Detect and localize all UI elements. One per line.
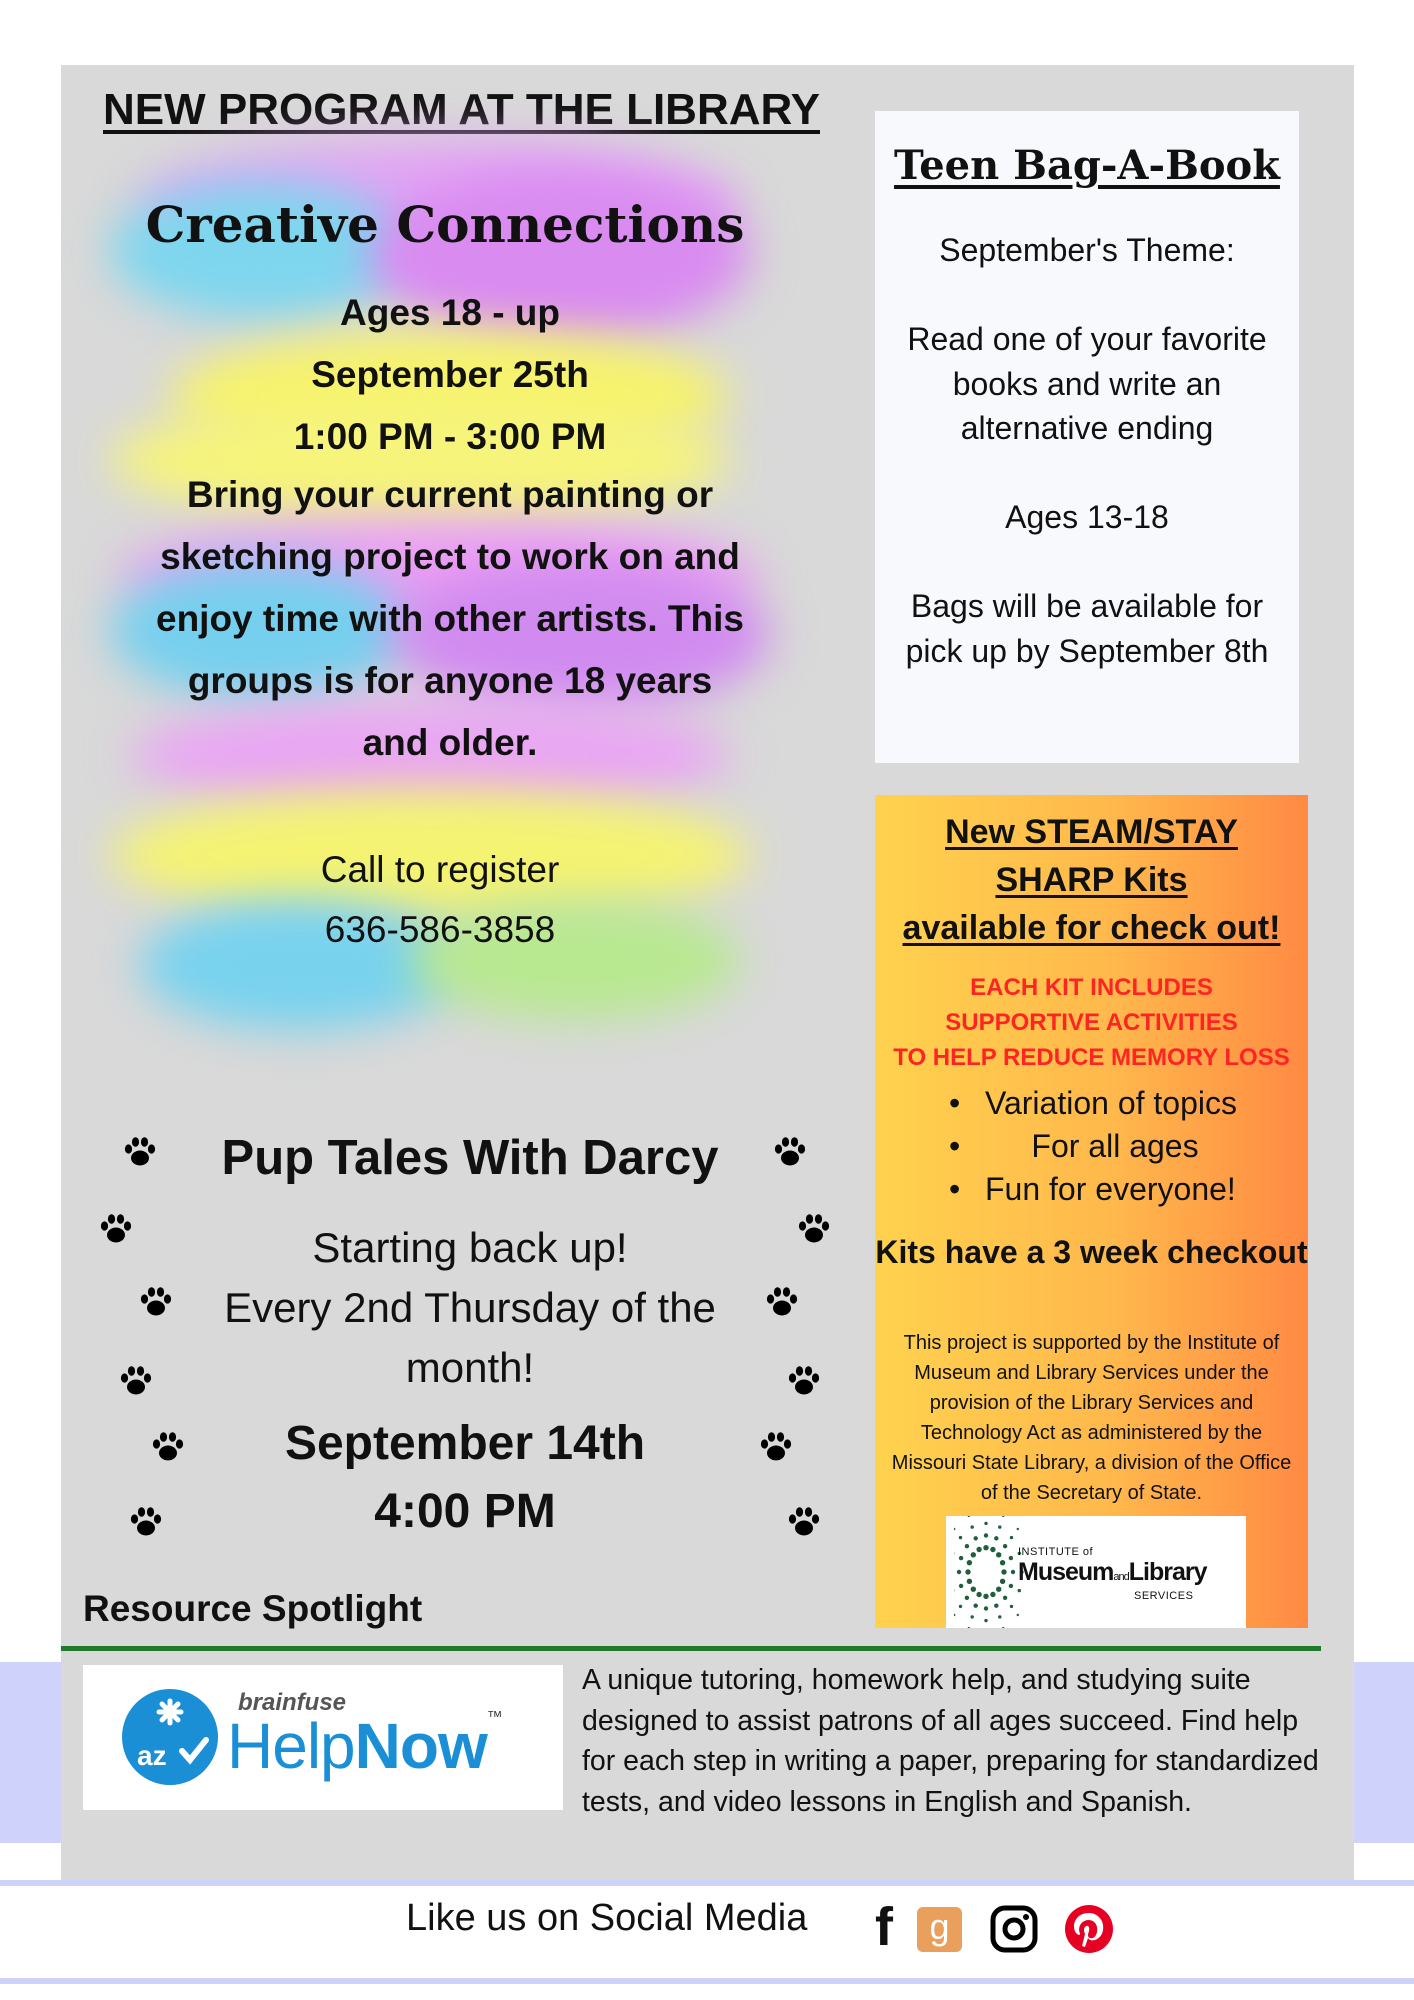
register-info: [190, 840, 690, 960]
phone-number[interactable]: 636-586-3858: [324, 909, 556, 950]
helpnow-tm: ™: [486, 1709, 502, 1726]
imls-logo-line-1: INSTITUTE of: [1018, 1546, 1094, 1558]
bottom-footer-line: [0, 1978, 1414, 1984]
social-media-label: Like us on Social Media: [406, 1897, 808, 1939]
imls-starburst-icon: [954, 1516, 1024, 1628]
date-line: September 25th: [311, 354, 589, 395]
pup-tales-schedule: [160, 1218, 780, 1398]
paw-print-icon: [150, 1428, 186, 1464]
top-footer-line: [0, 1880, 1414, 1886]
pickup-text: Bags will be available for pick up by September 8th: [905, 588, 1269, 669]
paw-print-icon: [758, 1428, 794, 1464]
helpnow-help: Help: [227, 1710, 355, 1782]
checkout-period: Kits have a 3 week checkout: [875, 1234, 1308, 1270]
steam-kits-includes: [875, 970, 1308, 1075]
page-title: NEW PROGRAM AT THE LIBRARY: [103, 85, 820, 134]
steam-kits-title: [875, 808, 1308, 952]
brainfuse-text: brainfuse: [238, 1689, 347, 1716]
pup-line-1: Starting back up!: [312, 1224, 628, 1271]
paw-print-icon: [98, 1210, 134, 1246]
pup-tales-title: Pup Tales With Darcy: [221, 1131, 719, 1185]
pinterest-icon[interactable]: [1064, 1904, 1114, 1954]
paw-print-icon: [128, 1503, 164, 1539]
includes-line-3: TO HELP REDUCE MEMORY LOSS: [893, 1044, 1290, 1071]
paw-print-icon: [118, 1362, 154, 1398]
paw-print-icon: [772, 1133, 808, 1169]
helpnow-logo[interactable]: [83, 1665, 563, 1810]
paw-print-icon: [786, 1362, 822, 1398]
imls-logo-line-3: SERVICES: [1134, 1590, 1194, 1602]
includes-line-1: EACH KIT INCLUDES: [970, 974, 1213, 1001]
teen-bag-a-book-text: [885, 228, 1289, 718]
pup-date: September 14th: [284, 1417, 646, 1470]
feature-item: • For all ages: [945, 1125, 1285, 1168]
theme-label: September's Theme:: [939, 232, 1235, 268]
paw-print-icon: [122, 1133, 158, 1169]
teen-bag-a-book-title: Teen Bag-A-Book: [894, 142, 1280, 189]
imls-logo-line-2: [1018, 1558, 1207, 1587]
paw-print-icon: [796, 1210, 832, 1246]
goodreads-icon[interactable]: [917, 1907, 962, 1952]
imls-logo: [946, 1516, 1246, 1628]
steam-title-line-1: New STEAM/STAY: [945, 813, 1238, 851]
feature-item: • Variation of topics: [945, 1082, 1285, 1125]
instagram-icon[interactable]: [990, 1905, 1038, 1953]
teen-ages: Ages 13-18: [1005, 499, 1169, 535]
facebook-icon[interactable]: [866, 1897, 902, 1957]
helpnow-badge-icon: [120, 1687, 220, 1787]
creative-connections-title: Creative Connections: [145, 195, 745, 254]
time-line: 1:00 PM - 3:00 PM: [293, 416, 607, 457]
steam-title-line-3: available for check out!: [902, 909, 1281, 947]
paw-print-icon: [138, 1283, 174, 1319]
imls-logo-library: Library: [1128, 1558, 1207, 1586]
funding-statement: This project is supported by the Institute of Museum and Library Services under the provision of the Library Services and Technology Act as administered by the Missouri State Library, a division of the Office of the Secretary of State.: [891, 1332, 1292, 1504]
helpnow-now: Now: [354, 1710, 487, 1782]
imls-logo-and: and: [1113, 1571, 1129, 1583]
resource-spotlight-label: Resource Spotlight: [83, 1588, 423, 1629]
facebook-glyph: f: [875, 1897, 893, 1957]
green-divider: [61, 1646, 1321, 1651]
paw-print-icon: [764, 1283, 800, 1319]
creative-connections-details: [140, 282, 760, 468]
pup-tales-date: [180, 1410, 750, 1546]
feature-item: • Fun for everyone!: [945, 1168, 1285, 1211]
steam-title-line-2: SHARP Kits: [995, 861, 1188, 899]
imls-logo-museum: Museum: [1018, 1558, 1114, 1586]
steam-kits-features: [945, 1082, 1285, 1211]
theme-text: Read one of your favorite books and write an alternative ending: [907, 321, 1267, 446]
pup-time: 4:00 PM: [374, 1485, 556, 1538]
includes-line-2: SUPPORTIVE ACTIVITIES: [945, 1009, 1238, 1036]
helpnow-text: [227, 1709, 502, 1783]
pup-line-2: Every 2nd Thursday of the month!: [224, 1284, 716, 1391]
goodreads-glyph: g: [929, 1906, 950, 1947]
helpnow-description: A unique tutoring, homework help, and studying suite designed to assist patrons of all ages succeed. Find help for each step in writing a paper, preparing for standardized tests, and video lessons in English and Spanish.: [582, 1664, 1319, 1818]
helpnow-badge-text: az: [137, 1740, 167, 1771]
call-to-register: Call to register: [320, 849, 560, 890]
ages-line: Ages 18 - up: [340, 292, 560, 333]
paw-print-icon: [786, 1503, 822, 1539]
creative-connections-description: Bring your current painting or sketching project to work on and enjoy time with other artists. This groups is for anyone 18 years and older.: [156, 474, 744, 763]
